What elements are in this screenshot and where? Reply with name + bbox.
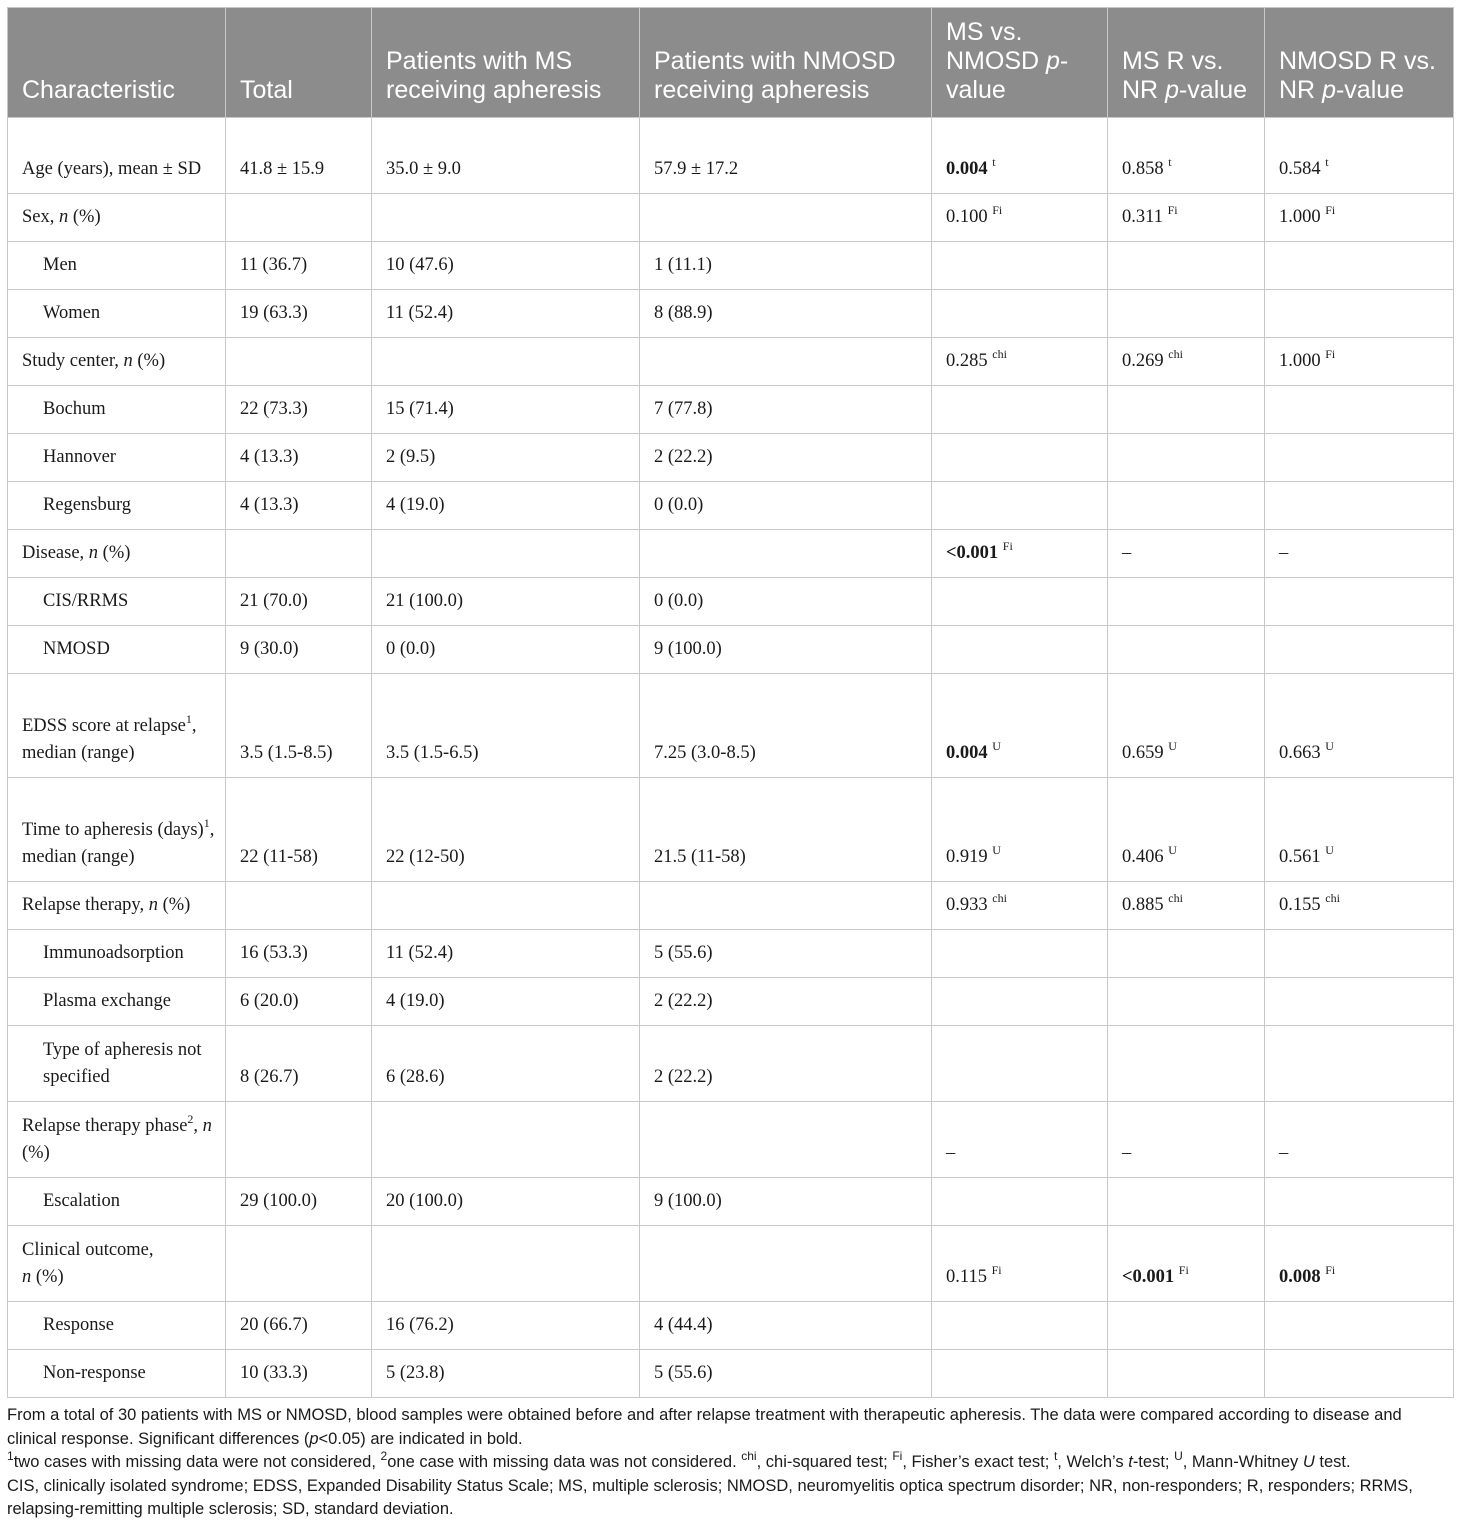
cell-ms: 6 (28.6) [372,1026,640,1102]
cell-empty [932,978,1108,1026]
cell-label: Immunoadsorption [8,930,226,978]
table-row-regensburg [8,482,1454,530]
table-row-disease [8,530,1454,578]
cell-total [226,1226,372,1302]
cell-nmosd: 2 (22.2) [640,978,932,1026]
cell-empty [1108,1350,1265,1398]
cell-empty [1265,626,1454,674]
table-row-hannover [8,434,1454,482]
cell-empty [1108,434,1265,482]
table-row-women [8,290,1454,338]
cell-empty [932,1350,1108,1398]
cell-empty [1108,482,1265,530]
header-total: Total [226,8,372,118]
cell-empty [1265,578,1454,626]
table-footnotes [7,1404,1453,1522]
cell-total: 8 (26.7) [226,1026,372,1102]
cell-p-ms-vs-nmosd: – [932,1102,1108,1178]
cell-nmosd: 0 (0.0) [640,482,932,530]
cell-p-ms-r-vs-nr: 0.858 $^t$ [1108,118,1265,194]
cell-empty [1265,930,1454,978]
cell-empty [932,578,1108,626]
cell-empty [1108,242,1265,290]
cell-ms: 16 (76.2) [372,1302,640,1350]
cell-p-ms-r-vs-nr: 0.659 $^U$ [1108,674,1265,778]
table-row-type-not-specified [8,1026,1454,1102]
header-ms-vs-nmosd: MS vs. NMOSD p-value [932,8,1108,118]
table-row-age [8,118,1454,194]
cell-p-ms-r-vs-nr: 0.269 $^{chi}$ [1108,338,1265,386]
cell-empty [1108,978,1265,1026]
table-row-response [8,1302,1454,1350]
cell-ms [372,338,640,386]
table-row-sex [8,194,1454,242]
cell-total: 29 (100.0) [226,1178,372,1226]
cell-ms: 0 (0.0) [372,626,640,674]
cell-p-nmosd-r-vs-nr: 0.663 $^U$ [1265,674,1454,778]
cell-nmosd: 0 (0.0) [640,578,932,626]
cell-ms: 4 (19.0) [372,482,640,530]
cell-ms: 20 (100.0) [372,1178,640,1226]
table-row-cis-rrms [8,578,1454,626]
cell-total: 9 (30.0) [226,626,372,674]
cell-empty [932,242,1108,290]
cell-total: 41.8 ± 15.9 [226,118,372,194]
table-row-time-to-apheresis [8,778,1454,882]
cell-total: 22 (73.3) [226,386,372,434]
header-nmosd-group: Patients with NMOSD receiving apheresis [640,8,932,118]
cell-label: CIS/RRMS [8,578,226,626]
cell-p-nmosd-r-vs-nr: 0.584 $^t$ [1265,118,1454,194]
cell-total: 3.5 (1.5-8.5) [226,674,372,778]
cell-total [226,1102,372,1178]
header-characteristic: Characteristic [8,8,226,118]
cell-p-ms-vs-nmosd: 0.004 $^t$ [932,118,1108,194]
cell-ms: 11 (52.4) [372,930,640,978]
header-nmosd-r-vs-nr: NMOSD R vs. NR p-value [1265,8,1454,118]
table-row-non-response [8,1350,1454,1398]
table-row-immunoadsorption [8,930,1454,978]
cell-nmosd [640,530,932,578]
cell-nmosd [640,338,932,386]
cell-label: Escalation [8,1178,226,1226]
cell-total: 10 (33.3) [226,1350,372,1398]
header-ms-group: Patients with MS receiving apheresis [372,8,640,118]
characteristics-table [7,7,1454,1398]
table-row-nmosd [8,626,1454,674]
cell-p-nmosd-r-vs-nr: 0.561 $^U$ [1265,778,1454,882]
cell-total: 16 (53.3) [226,930,372,978]
cell-empty [1108,386,1265,434]
cell-label: Men [8,242,226,290]
cell-empty [1265,482,1454,530]
cell-nmosd: 21.5 (11-58) [640,778,932,882]
table-row-plasma-exchange [8,978,1454,1026]
table-row-relapse-therapy [8,882,1454,930]
cell-total: 19 (63.3) [226,290,372,338]
cell-label: Study center, n (%) [8,338,226,386]
cell-ms: 15 (71.4) [372,386,640,434]
cell-empty [1265,1026,1454,1102]
cell-empty [1265,242,1454,290]
cell-label: NMOSD [8,626,226,674]
cell-empty [1265,1350,1454,1398]
cell-total [226,530,372,578]
cell-p-ms-r-vs-nr: – [1108,530,1265,578]
cell-empty [1108,1302,1265,1350]
cell-nmosd: 4 (44.4) [640,1302,932,1350]
cell-p-ms-vs-nmosd: 0.285 $^{chi}$ [932,338,1108,386]
table-row-escalation [8,1178,1454,1226]
cell-nmosd: 2 (22.2) [640,434,932,482]
cell-p-nmosd-r-vs-nr: – [1265,530,1454,578]
cell-label: Plasma exchange [8,978,226,1026]
cell-nmosd: 2 (22.2) [640,1026,932,1102]
cell-ms: 4 (19.0) [372,978,640,1026]
cell-nmosd: 57.9 ± 17.2 [640,118,932,194]
cell-empty [932,626,1108,674]
cell-p-ms-r-vs-nr: 0.406 $^U$ [1108,778,1265,882]
cell-empty [1108,626,1265,674]
table-row-clinical-outcome [8,1226,1454,1302]
cell-empty [1265,434,1454,482]
cell-p-ms-vs-nmosd: <0.001 $^{Fi}$ [932,530,1108,578]
cell-p-ms-vs-nmosd: 0.919 $^U$ [932,778,1108,882]
cell-empty [932,930,1108,978]
cell-total: 4 (13.3) [226,434,372,482]
cell-empty [932,482,1108,530]
cell-p-ms-vs-nmosd: 0.004 $^U$ [932,674,1108,778]
cell-label: Sex, n (%) [8,194,226,242]
cell-nmosd: 1 (11.1) [640,242,932,290]
cell-total: 11 (36.7) [226,242,372,290]
table-row-men [8,242,1454,290]
cell-empty [1265,1178,1454,1226]
cell-label: Type of apheresis not specified [8,1026,226,1102]
cell-label: Hannover [8,434,226,482]
cell-total: 21 (70.0) [226,578,372,626]
cell-ms: 10 (47.6) [372,242,640,290]
header-row [8,8,1454,118]
cell-label: Disease, n (%) [8,530,226,578]
cell-empty [932,386,1108,434]
cell-ms: 22 (12-50) [372,778,640,882]
cell-total: 4 (13.3) [226,482,372,530]
cell-ms [372,1102,640,1178]
footnote-legend: $^1$two cases with missing data were not considered, $^2$one case with missing data was not considered. $^{chi}$, chi-squared test; $^{Fi}$, Fisher’s exact test; $^t$, Welch’s t-test; $^U$, Mann-Whitney U test. [7,1448,1351,1471]
cell-nmosd: 9 (100.0) [640,1178,932,1226]
table-row-bochum [8,386,1454,434]
cell-empty [1108,578,1265,626]
cell-ms: 11 (52.4) [372,290,640,338]
cell-empty [932,1026,1108,1102]
table-container [7,7,1453,1398]
cell-p-ms-vs-nmosd: 0.100 $^{Fi}$ [932,194,1108,242]
cell-nmosd [640,194,932,242]
cell-ms: 21 (100.0) [372,578,640,626]
cell-p-ms-r-vs-nr: <0.001 $^{Fi}$ [1108,1226,1265,1302]
cell-p-nmosd-r-vs-nr: 1.000 $^{Fi}$ [1265,194,1454,242]
cell-empty [1265,978,1454,1026]
cell-nmosd [640,882,932,930]
cell-label: Bochum [8,386,226,434]
cell-p-nmosd-r-vs-nr: 0.008 $^{Fi}$ [1265,1226,1454,1302]
table-row-edss [8,674,1454,778]
cell-nmosd: 7.25 (3.0-8.5) [640,674,932,778]
cell-label: Regensburg [8,482,226,530]
cell-nmosd [640,1226,932,1302]
cell-p-nmosd-r-vs-nr: 1.000 $^{Fi}$ [1265,338,1454,386]
cell-empty [1108,1026,1265,1102]
cell-nmosd: 9 (100.0) [640,626,932,674]
cell-ms [372,882,640,930]
footnote-summary: From a total of 30 patients with MS or NMOSD, blood samples were obtained before and after relapse treatment with therapeutic apheresis. The data were compared according to disease and clinical response. Significant differences (p<0.05) are indicated in bold. [7,1406,1402,1448]
cell-empty [1108,290,1265,338]
cell-label: Clinical outcome, n (%) [8,1226,226,1302]
cell-ms [372,530,640,578]
cell-nmosd [640,1102,932,1178]
cell-empty [932,1302,1108,1350]
cell-ms: 3.5 (1.5-6.5) [372,674,640,778]
cell-p-ms-r-vs-nr: 0.885 $^{chi}$ [1108,882,1265,930]
cell-empty [1265,386,1454,434]
cell-label: Non-response [8,1350,226,1398]
cell-total [226,194,372,242]
cell-label: Relapse therapy phase$^2$, n (%) [8,1102,226,1178]
cell-ms: 5 (23.8) [372,1350,640,1398]
cell-total [226,338,372,386]
cell-nmosd: 8 (88.9) [640,290,932,338]
cell-label: Response [8,1302,226,1350]
cell-empty [932,290,1108,338]
cell-nmosd: 5 (55.6) [640,1350,932,1398]
cell-label: EDSS score at relapse$^1$, median (range) [8,674,226,778]
cell-total: 6 (20.0) [226,978,372,1026]
cell-label: Age (years), mean ± SD [8,118,226,194]
cell-empty [932,434,1108,482]
header-ms-r-vs-nr: MS R vs. NR p-value [1108,8,1265,118]
cell-p-ms-vs-nmosd: 0.115 $^{Fi}$ [932,1226,1108,1302]
cell-ms: 2 (9.5) [372,434,640,482]
cell-p-ms-r-vs-nr: – [1108,1102,1265,1178]
cell-total: 20 (66.7) [226,1302,372,1350]
table-row-study-center [8,338,1454,386]
cell-p-ms-r-vs-nr: 0.311 $^{Fi}$ [1108,194,1265,242]
cell-p-ms-vs-nmosd: 0.933 $^{chi}$ [932,882,1108,930]
cell-ms [372,1226,640,1302]
cell-empty [932,1178,1108,1226]
cell-empty [1265,290,1454,338]
cell-empty [1265,1302,1454,1350]
cell-label: Women [8,290,226,338]
footnote-abbreviations: CIS, clinically isolated syndrome; EDSS, Expanded Disability Status Scale; MS, multiple sclerosis; NMOSD, neuromyelitis optica spectrum disorder; NR, non-responders; R, responders; RRMS, relapsing-remitting multiple sclerosis; SD, standard deviation. [7,1476,1413,1518]
cell-label: Relapse therapy, n (%) [8,882,226,930]
cell-total [226,882,372,930]
cell-empty [1108,930,1265,978]
cell-nmosd: 5 (55.6) [640,930,932,978]
cell-ms [372,194,640,242]
cell-empty [1108,1178,1265,1226]
cell-p-nmosd-r-vs-nr: – [1265,1102,1454,1178]
table-row-therapy-phase [8,1102,1454,1178]
cell-p-nmosd-r-vs-nr: 0.155 $^{chi}$ [1265,882,1454,930]
cell-nmosd: 7 (77.8) [640,386,932,434]
cell-label: Time to apheresis (days)$^1$, median (range) [8,778,226,882]
cell-ms: 35.0 ± 9.0 [372,118,640,194]
cell-total: 22 (11-58) [226,778,372,882]
